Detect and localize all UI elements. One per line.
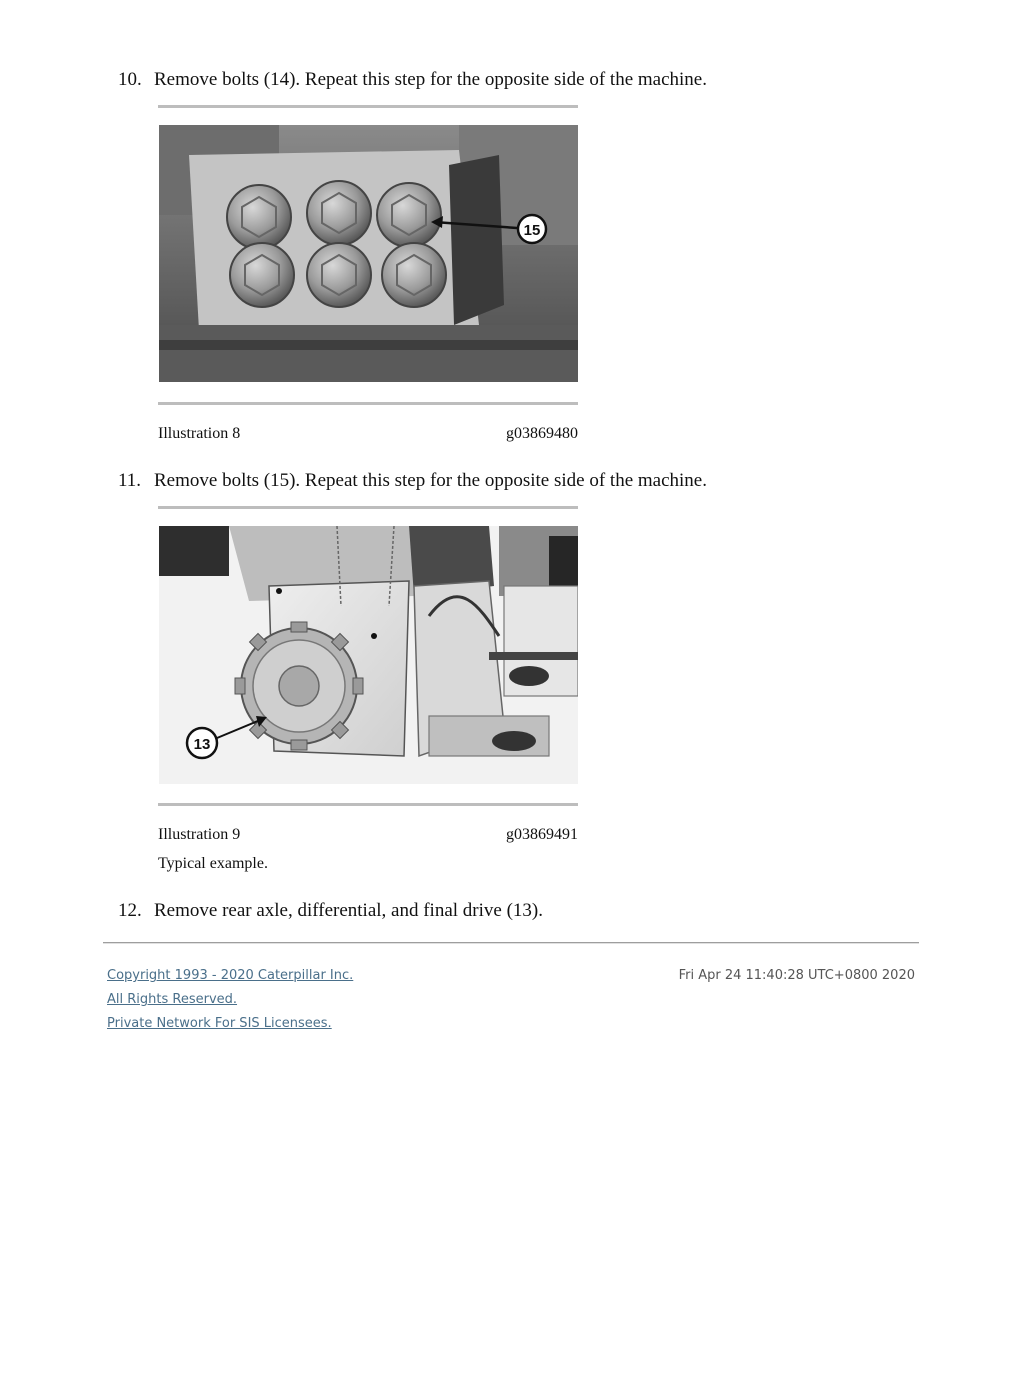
footer-divider bbox=[103, 942, 919, 944]
divider bbox=[158, 402, 578, 405]
footer-network bbox=[107, 1016, 332, 1032]
illustration-label: Illustration 9 bbox=[158, 826, 241, 843]
divider bbox=[158, 803, 578, 806]
copyright-link[interactable]: Copyright 1993 - 2020 Caterpillar Inc. bbox=[107, 968, 354, 983]
step-text: Remove bolts (15). Repeat this step for the opposite side of the machine. bbox=[154, 470, 707, 491]
step-11 bbox=[118, 469, 707, 493]
step-text: Remove bolts (14). Repeat this step for the opposite side of the machine. bbox=[154, 69, 707, 90]
illustration-9-image bbox=[159, 526, 578, 784]
illustration-note: Typical example. bbox=[158, 855, 268, 872]
callout-15: 15 bbox=[523, 222, 541, 239]
step-number: 12. bbox=[118, 900, 142, 921]
illustration-8-image bbox=[159, 125, 578, 382]
step-10 bbox=[118, 68, 707, 92]
step-text: Remove rear axle, differential, and final drive (13). bbox=[154, 900, 543, 921]
divider bbox=[158, 506, 578, 509]
step-number: 10. bbox=[118, 69, 142, 90]
network-link[interactable]: Private Network For SIS Licensees. bbox=[107, 1016, 332, 1031]
step-number: 11. bbox=[118, 470, 142, 491]
rights-link[interactable]: All Rights Reserved. bbox=[107, 992, 238, 1007]
footer-rights bbox=[107, 992, 237, 1008]
illustration-code: g03869480 bbox=[506, 425, 578, 442]
illustration-code: g03869491 bbox=[506, 826, 578, 843]
step-12 bbox=[118, 899, 543, 923]
footer-copyright bbox=[107, 968, 353, 984]
illustration-label: Illustration 8 bbox=[158, 425, 241, 442]
divider bbox=[158, 105, 578, 108]
footer-timestamp: Fri Apr 24 11:40:28 UTC+0800 2020 bbox=[678, 968, 915, 983]
callout-13: 13 bbox=[193, 736, 211, 753]
